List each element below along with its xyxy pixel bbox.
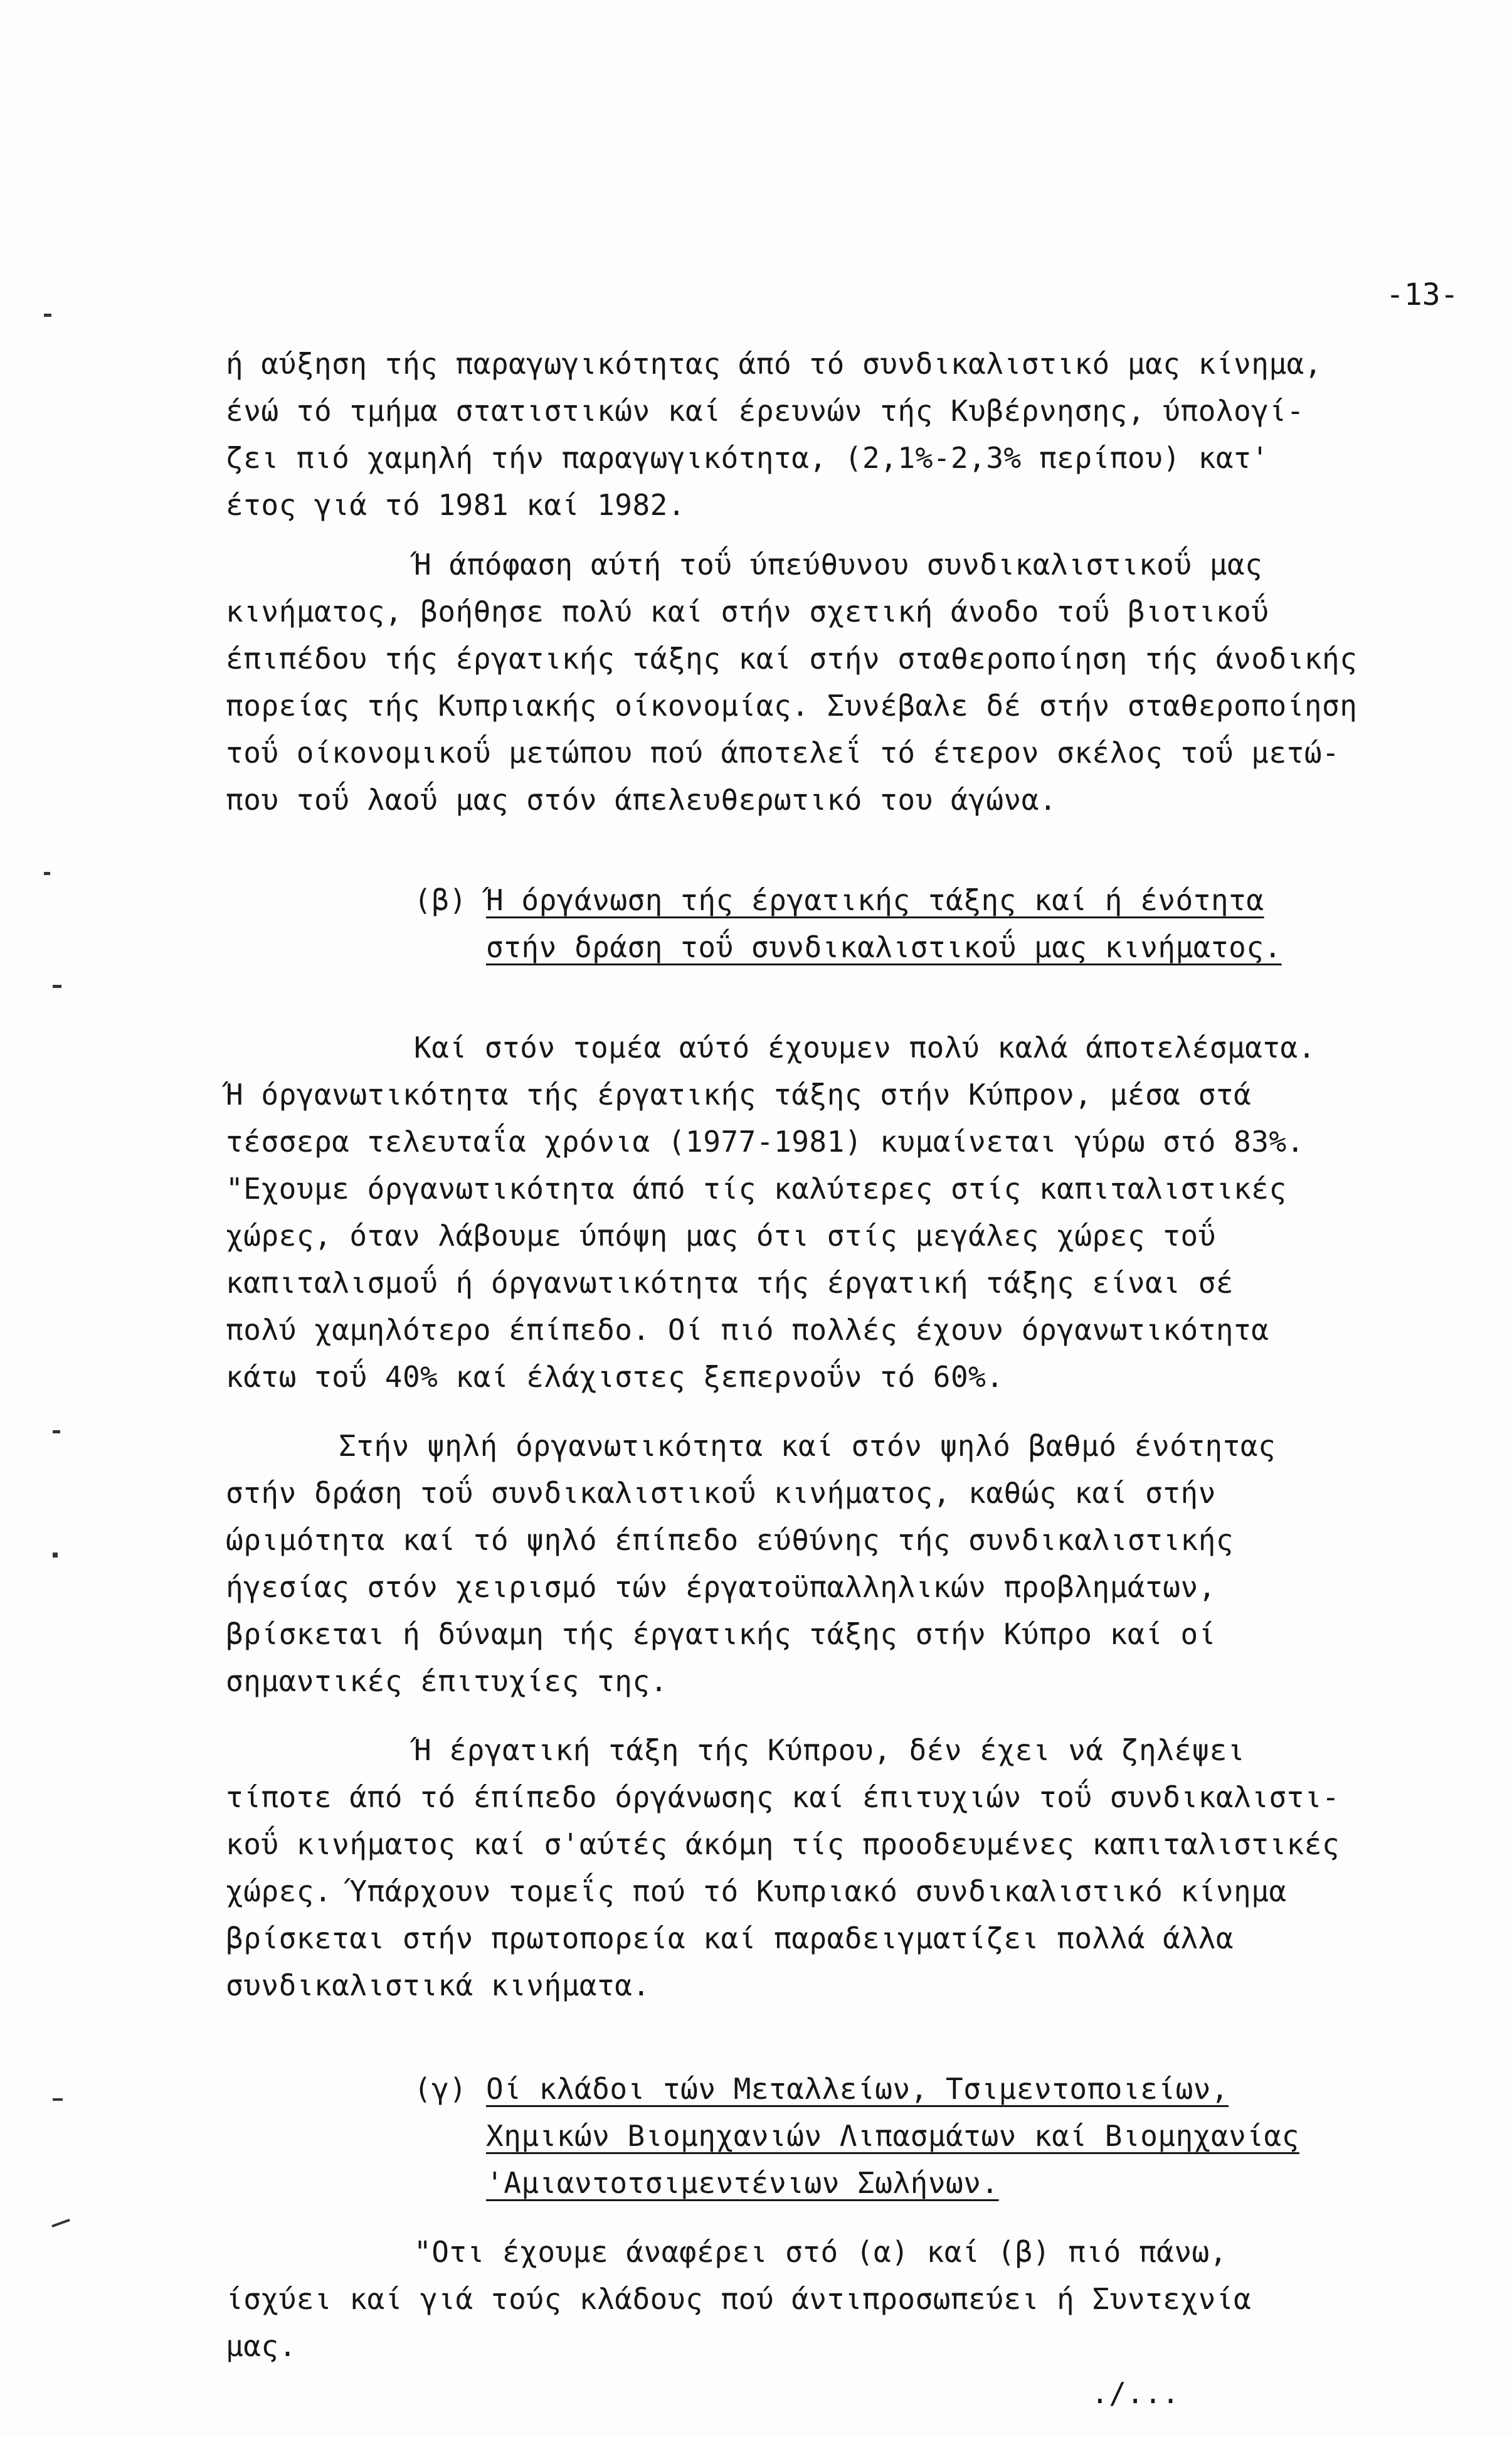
text-line: "Εχουμε όργανωτικότητα άπό τίς καλύτερες στίς καπιταλιστικές <box>226 1172 1287 1206</box>
text-line: ή αύξηση τής παραγωγικότητας άπό τό συνδικαλιστικό μας κίνημα, <box>226 347 1323 381</box>
text-line: μας. <box>226 2329 297 2363</box>
text-line: ώριμότητα καί τό ψηλό έπίπεδο εύθύνης τής συνδικαλιστικής <box>226 1523 1234 1557</box>
text-line: τοΰ οίκονομικοΰ μετώπου πού άποτελεΐ τό έτερον σκέλος τοΰ μετώ- <box>226 736 1340 770</box>
text-line: βρίσκεται στήν πρωτοπορεία καί παραδειγματίζει πολλά άλλα <box>226 1921 1234 1955</box>
text-line: Ή άπόφαση αύτή τοΰ ύπεύθυνου συνδικαλιστικοΰ μας <box>414 548 1263 581</box>
text-line: έπιπέδου τής έργατικής τάξης καί στήν σταθεροποίηση τής άνοδικής <box>226 642 1358 676</box>
text-line: στήν δράση τοΰ συνδικαλιστικοΰ κινήματος, καθώς καί στήν <box>226 1476 1216 1510</box>
text-line: συνδικαλιστικά κινήματα. <box>226 1968 650 2002</box>
scan-speck <box>44 872 50 875</box>
scan-speck <box>53 1430 60 1433</box>
text-line: "Οτι έχουμε άναφέρει στό (α) καί (β) πιό πάνω, <box>414 2235 1227 2269</box>
section-label: (β) <box>414 883 467 917</box>
text-line: κάτω τοΰ 40% καί έλάχιστες ξεπερνοΰν τό 60%. <box>226 1360 1004 1394</box>
text-line: ίσχύει καί γιά τούς κλάδους πού άντιπροσωπεύει ή Συντεχνία <box>226 2282 1252 2316</box>
text-line: ένώ τό τμήμα στατιστικών καί έρευνών τής Κυβέρνησης, ύπολογί- <box>226 394 1304 428</box>
text-line: κινήματος, βοήθησε πολύ καί στήν σχετική άνοδο τοΰ βιοτικοΰ <box>226 595 1269 629</box>
text-line: πολύ χαμηλότερο έπίπεδο. Οί πιό πολλές έχουν όργανωτικότητα <box>226 1313 1269 1347</box>
text-line: τέσσερα τελευταΐα χρόνια (1977-1981) κυμαίνεται γύρω στό 83%. <box>226 1125 1304 1159</box>
text-line: καπιταλισμοΰ ή όργανωτικότητα τής έργατική τάξης είναι σέ <box>226 1266 1234 1300</box>
scan-speck <box>44 314 51 317</box>
text-line: Ή έργατική τάξη τής Κύπρου, δέν έχει νά ζηλέψει <box>414 1733 1245 1767</box>
text-line: Στήν ψηλή όργανωτικότητα καί στόν ψηλό βαθμό ένότητας <box>339 1429 1276 1463</box>
text-line: κοΰ κινήματος καί σ'αύτές άκόμη τίς προοδευμένες καπιταλιστικές <box>226 1827 1340 1861</box>
section-title-line: Ή όργάνωση τής έργατικής τάξης καί ή ένότητα <box>486 883 1264 917</box>
text-line: Ή όργανωτικότητα τής έργατικής τάξης στήν Κύπρον, μέσα στά <box>226 1078 1252 1112</box>
scan-speck <box>53 1553 58 1558</box>
text-line: Καί στόν τομέα αύτό έχουμεν πολύ καλά άποτελέσματα. <box>414 1031 1316 1065</box>
text-line: σημαντικές έπιτυχίες της. <box>226 1664 668 1698</box>
scan-speck <box>53 985 61 988</box>
text-line: ζει πιό χαμηλή τήν παραγωγικότητα, (2,1%-2,3% περίπου) κατ' <box>226 441 1269 475</box>
section-label: (γ) <box>414 2072 467 2106</box>
section-title-line: στήν δράση τοΰ συνδικαλιστικοΰ μας κινήματος. <box>486 930 1282 964</box>
section-title-line: 'Αμιαντοτσιμεντένιων Σωλήνων. <box>486 2166 999 2200</box>
text-line: ήγεσίας στόν χειρισμό τών έργατοϋπαλληλικών προβλημάτων, <box>226 1570 1216 1604</box>
text-line: βρίσκεται ή δύναμη τής έργατικής τάξης στήν Κύπρο καί οί <box>226 1617 1216 1651</box>
text-line: πορείας τής Κυπριακής οίκονομίας. Συνέβαλε δέ στήν σταθεροποίηση <box>226 689 1358 723</box>
text-line: που τοΰ λαοΰ μας στόν άπελευθερωτικό του άγώνα. <box>226 783 1057 817</box>
text-line: έτος γιά τό 1981 καί 1982. <box>226 488 686 522</box>
text-line: χώρες. Ύπάρχουν τομεΐς πού τό Κυπριακό συνδικαλιστικό κίνημα <box>226 1874 1287 1908</box>
section-title-line: Χημικών Βιομηχανιών Λιπασμάτων καί Βιομηχανίας <box>486 2119 1299 2153</box>
scan-speck <box>53 2098 63 2101</box>
section-title-line: Οί κλάδοι τών Μεταλλείων, Τσιμεντοποιείων, <box>486 2072 1229 2106</box>
text-line: τίποτε άπό τό έπίπεδο όργάνωσης καί έπιτυχιών τοΰ συνδικαλιστι- <box>226 1780 1340 1814</box>
scan-speck <box>51 2219 70 2227</box>
continuation-mark: ./... <box>1091 2376 1180 2410</box>
text-line: χώρες, όταν λάβουμε ύπόψη μας ότι στίς μεγάλες χώρες τοΰ <box>226 1219 1216 1253</box>
page-number: -13- <box>1386 277 1459 312</box>
